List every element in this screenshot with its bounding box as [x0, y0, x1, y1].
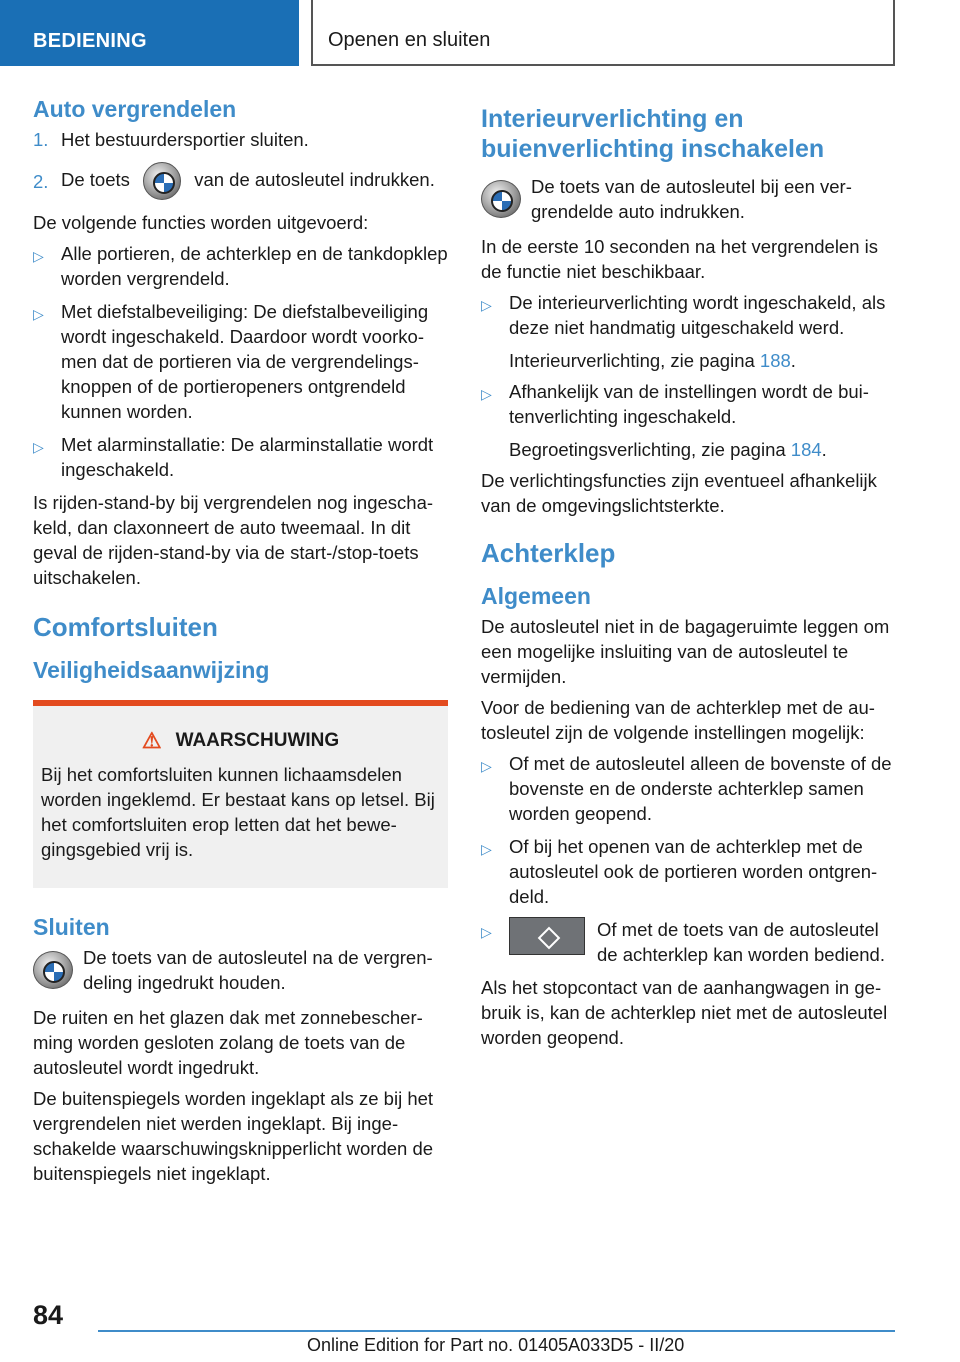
- triangle-bullet-icon: ▷: [33, 306, 44, 322]
- page-number: 84: [33, 1300, 64, 1330]
- edition-text: Online Edition for Part no. 01405A033D5 - II/20: [307, 1335, 685, 1355]
- step-1-number: 1.: [33, 129, 49, 150]
- triangle-bullet-icon: ▷: [481, 841, 492, 857]
- footer-divider: [98, 1330, 895, 1332]
- section-label: BEDIENING: [33, 30, 147, 52]
- general-text-2: Voor de bediening van de achterklep met de autosleutel zijn de volgende instellingen mogelijk:: [481, 697, 875, 743]
- close-instruction: [33, 945, 448, 995]
- standby-note: Is rijden-stand-by bij vergrendelen nog ingeschakeld, dan claxonneert de auto tweemaal. In dit geval de rijden-stand-by via de start-/stop-toets uitschakelen.: [33, 492, 434, 588]
- cross-reference: Begroetingsverlichting, zie pagina 184.: [509, 439, 827, 460]
- triangle-bullet-icon: ▷: [33, 439, 44, 455]
- warning-title: ⚠ WAARSCHUWING: [141, 728, 340, 753]
- tailgate-button-icon: [509, 917, 585, 955]
- lights-delay: In de eerste 10 seconden na het vergrendelen is de functie niet beschikbaar.: [481, 236, 879, 282]
- functions-intro: De volgende functies worden uitgevoerd:: [33, 212, 369, 233]
- triangle-bullet-icon: ▷: [481, 924, 492, 940]
- key-fob-button-icon: [481, 180, 521, 218]
- heading-lock: Auto vergrendelen: [33, 96, 237, 122]
- left-column: [33, 96, 448, 1192]
- step-1-text: Het bestuurdersportier sluiten.: [61, 129, 309, 150]
- list-item: ▷ Met alarminstallatie: De alarminstallatie wordt ingeschakeld.: [33, 434, 434, 480]
- page-link[interactable]: 184: [790, 439, 822, 460]
- list-item: ▷ De interieurverlichting wordt ingeschakeld, als deze niet handmatig uitgeschakeld werd.: [481, 292, 886, 338]
- step-2: [33, 162, 448, 200]
- heading-safety: Veiligheidsaanwijzing: [33, 657, 270, 683]
- heading-comfort: Comfortsluiten: [33, 612, 218, 642]
- list-item: ▷ Of met de toets van de autosleutel de achterklep kan worden bediend.: [481, 919, 885, 965]
- list-item: ▷ Of bij het openen van de achterklep met de autosleutel ook de portieren worden ontgrendeld.: [481, 836, 878, 907]
- chapter-label: Openen en sluiten: [328, 29, 491, 51]
- triangle-bullet-icon: ▷: [481, 758, 492, 774]
- step-1: [33, 127, 448, 152]
- key-fob-button-icon: [33, 951, 73, 989]
- heading-tailgate: Achterklep: [481, 538, 616, 568]
- depends-text: De verlichtingsfuncties zijn eventueel afhankelijk van de omgevingslichtsterkte.: [481, 470, 877, 516]
- section-tab: [0, 0, 299, 66]
- lights-key-text: De toets van de autosleutel bij een vergrendelde auto indrukken.: [531, 176, 852, 222]
- heading-close: Sluiten: [33, 914, 110, 940]
- triangle-bullet-icon: ▷: [481, 297, 492, 313]
- list-item: ▷ Of met de autosleutel alleen de bovenste of de bovenste en de onderste achterklep samen worden geopend.: [481, 753, 892, 824]
- windows-text: De ruiten en het glazen dak met zonnebescherming worden gesloten zolang de toets van de autosleutel wordt ingedrukt.: [33, 1007, 423, 1078]
- cross-reference: Interieurverlichting, zie pagina 188.: [509, 350, 796, 371]
- warning-triangle-icon: ⚠: [141, 728, 162, 753]
- close-text: De toets van de autosleutel na de vergrendeling ingedrukt houden.: [83, 947, 433, 993]
- heading-general: Algemeen: [481, 583, 591, 609]
- warning-box: [33, 700, 448, 888]
- trailer-text: Als het stopcontact van de aanhangwagen in gebruik is, kan de achterklep niet met de autosleutel worden geopend.: [481, 977, 888, 1048]
- lights-instruction: [481, 174, 896, 224]
- page-link[interactable]: 188: [759, 350, 791, 371]
- triangle-bullet-icon: ▷: [33, 248, 44, 264]
- right-column: [481, 96, 896, 1056]
- step-2-text-a: De toets: [61, 168, 130, 190]
- chapter-tab: [311, 0, 895, 66]
- heading-lights: Interieurverlichting en buienverlichting inschakelen: [481, 105, 825, 163]
- step-2-text-b: van de autosleutel indrukken.: [194, 168, 435, 190]
- general-text-1: De autosleutel niet in de bagageruimte leggen om een mogelijke insluiting van de autosleutel te vermijden.: [481, 616, 890, 687]
- list-item: ▷ Alle portieren, de achterklep en de tankdopklep worden vergrendeld.: [33, 243, 448, 289]
- list-item: ▷ Afhankelijk van de instellingen wordt de buitenverlichting ingeschakeld.: [481, 381, 869, 427]
- mirrors-text: De buitenspiegels worden ingeklapt als ze bij het vergrendelen niet werden ingeklapt. Bij ingeschakelde waarschuwingsknipperlicht worden de buitenspiegels niet ingeklapt.: [33, 1088, 434, 1184]
- triangle-bullet-icon: ▷: [481, 386, 492, 402]
- key-fob-button-icon: [143, 162, 181, 200]
- step-2-number: 2.: [33, 170, 49, 192]
- list-item: ▷ Met diefstalbeveiliging: De diefstalbeveiliging wordt ingeschakeld. Daardoor wordt voorkomen dat de portieren via de vergrendelingsknoppen of de portieropeners ontgrendeld kunnen worden.: [33, 301, 429, 422]
- warning-text: Bij het comfortsluiten kunnen lichaamsdelen worden ingeklemd. Er bestaat kans op letsel. Bij het comfortsluiten erop letten dat het bewegingsgebied vrij is.: [41, 764, 435, 860]
